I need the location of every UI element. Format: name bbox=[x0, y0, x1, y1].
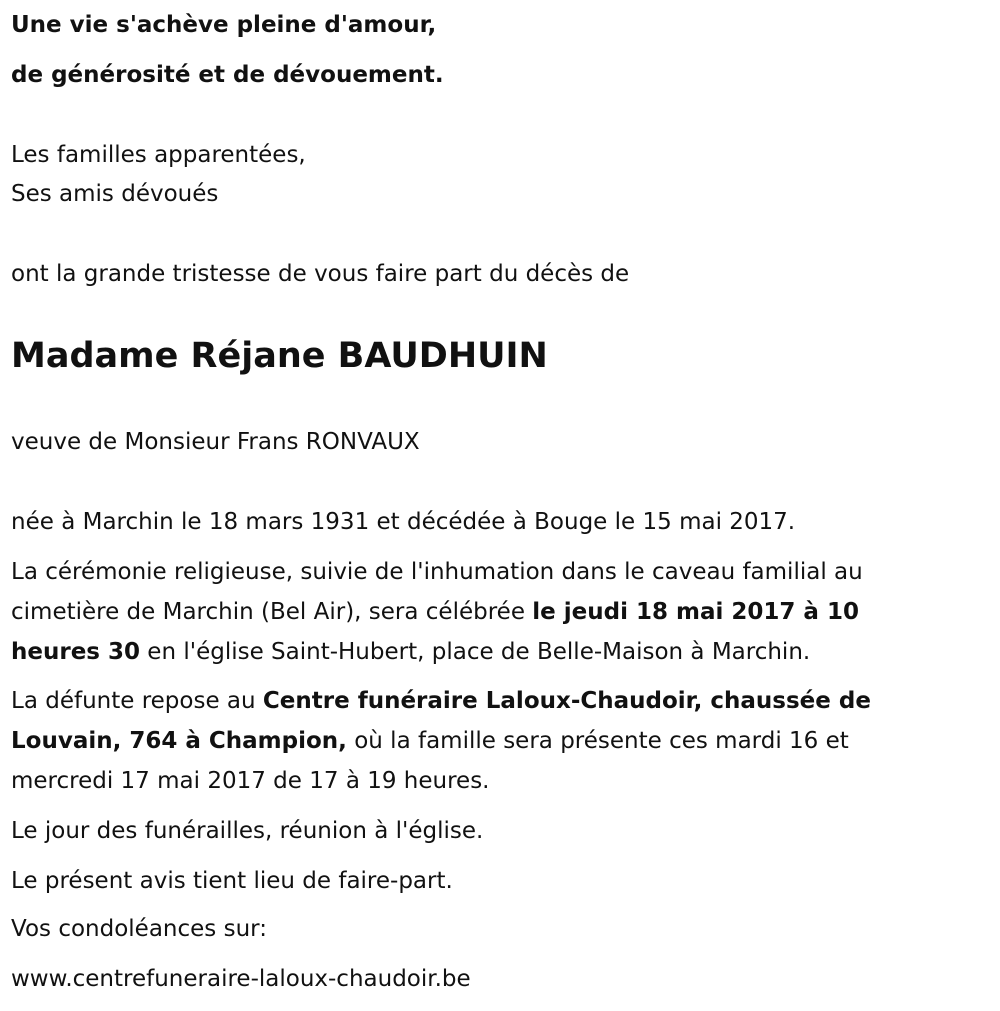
ceremony-church: en l'église Saint-Hubert, place de Belle-Maison à Marchin. bbox=[140, 639, 811, 665]
ceremony-line-2 bbox=[11, 597, 859, 627]
ceremony-time: heures 30 bbox=[11, 639, 140, 665]
visitation-days: où la famille sera présente ces mardi 16 et bbox=[346, 728, 849, 754]
intro-line-1: Une vie s'achève pleine d'amour, bbox=[11, 12, 437, 38]
visitation-line-3: mercredi 17 mai 2017 de 17 à 19 heures. bbox=[11, 768, 490, 794]
ceremony-line-1: La cérémonie religieuse, suivie de l'inhumation dans le caveau familial au bbox=[11, 559, 863, 585]
senders-line-1: Les familles apparentées, bbox=[11, 142, 306, 168]
ceremony-place-text: cimetière de Marchin (Bel Air), sera célébrée bbox=[11, 599, 533, 625]
birth-death: née à Marchin le 18 mars 1931 et décédée à Bouge le 15 mai 2017. bbox=[11, 509, 796, 535]
widow-of: veuve de Monsieur Frans RONVAUX bbox=[11, 429, 420, 455]
condolences-url: www.centrefuneraire-laloux-chaudoir.be bbox=[11, 966, 471, 992]
funeral-home-name: Centre funéraire Laloux-Chaudoir, chaussée de bbox=[262, 688, 871, 714]
visitation-intro: La défunte repose au bbox=[11, 688, 263, 714]
senders-line-2: Ses amis dévoués bbox=[11, 181, 219, 207]
announcement: ont la grande tristesse de vous faire part du décès de bbox=[11, 261, 630, 287]
funeral-day: Le jour des funérailles, réunion à l'église. bbox=[11, 818, 484, 844]
intro-line-2: de générosité et de dévouement. bbox=[11, 62, 444, 88]
ceremony-line-3 bbox=[11, 637, 810, 667]
deceased-name: Madame Réjane BAUDHUIN bbox=[11, 336, 548, 376]
visitation-line-1 bbox=[11, 686, 871, 716]
funeral-home-address: Louvain, 764 à Champion, bbox=[11, 728, 347, 754]
condolences-label: Vos condoléances sur: bbox=[11, 916, 267, 942]
notice: Le présent avis tient lieu de faire-part. bbox=[11, 868, 453, 894]
ceremony-date: le jeudi 18 mai 2017 à 10 bbox=[532, 599, 859, 625]
visitation-line-2 bbox=[11, 726, 849, 756]
